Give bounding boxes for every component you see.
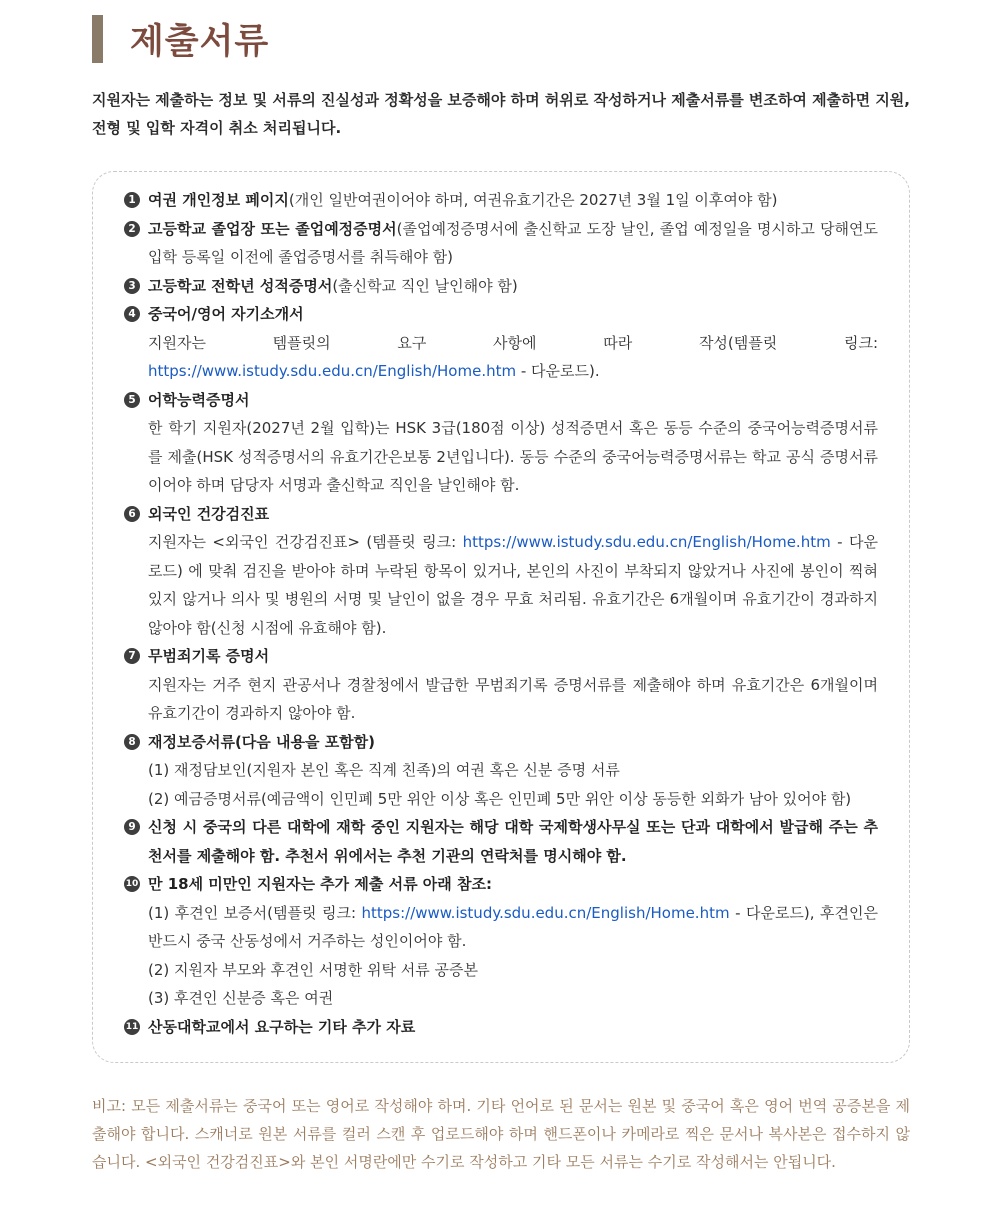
item-sub-2: (2) 지원자 부모와 후견인 서명한 위탁 서류 공증본 [148, 960, 478, 979]
item-heading: 고등학교 전학년 성적증명서 [148, 276, 333, 295]
item-heading: 산동대학교에서 요구하는 기타 추가 자료 [148, 1017, 416, 1036]
section-header [92, 15, 269, 63]
item-heading: 무범죄기록 증명서 [148, 647, 270, 665]
number-badge: 11 [124, 1019, 140, 1035]
item-body: 지원자는 <외국인 건강검진표> (템플릿 링크: https://www.istudy.sdu.edu.cn/English/Home.htm - 다운로드) 에 맞춰 검진을 받아야 하며 누락된 항목이 있거나, 본인의 사진이 부착되지 않았거나 사진에 봉인이 찍혀 있지 않거나 의사 및 병원의 서명 및 날인이 없을 경우 무효 처리됨. 유효기간은 6개월이며 유효기간이 경과하지 않아야 함(신청 시점에 유효해야 함). [148, 533, 878, 637]
number-badge: 2 [124, 221, 140, 237]
list-item [124, 300, 878, 386]
item-note: (졸업예정증명서에 출신학교 도장 날인, 졸업 예정일을 명시하고 당해연도 입학 등록일 이전에 졸업증명서를 취득해야 함) [148, 219, 879, 266]
number-badge: 3 [124, 278, 140, 294]
title-accent-bar [92, 15, 103, 63]
item-heading: 재정보증서류(다음 내용을 포함함) [148, 732, 376, 751]
number-badge: 10 [124, 876, 140, 892]
number-badge: 5 [124, 392, 140, 408]
item-heading: 신청 시 중국의 다른 대학에 재학 중인 지원자는 해당 대학 국제학생사무실 또는 단과 대학에서 발급해 주는 추천서를 제출해야 함. 추천서 위에서는 추천 기관의 연락처를 명시해야 함. [148, 818, 878, 865]
item-body: 지원자는 템플릿의 요구 사항에 따라 작성(템플릿 링크: https://www.istudy.sdu.edu.cn/English/Home.htm - 다운로드). [148, 333, 878, 380]
item-body: 지원자는 거주 현지 관공서나 경찰청에서 발급한 무범죄기록 증명서류를 제출해야 하며 유효기간은 6개월이며 유효기간이 경과하지 않아야 함. [148, 675, 878, 722]
item-body: 한 학기 지원자(2027년 2월 입학)는 HSK 3급(180점 이상) 성적증면서 혹은 동등 수준의 중국어능력증명서류를 제출(HSK 성적증명서의 유효기간은보통 2년입니다). 동등 수준의 중국어능력증명서류는 학교 공식 증명서류이어야 하며 담당자 서명과 출신학교 직인을 날인해야 함. [148, 419, 878, 494]
item-heading: 여권 개인정보 페이지 [148, 191, 289, 209]
template-link[interactable]: https://www.istudy.sdu.edu.cn/English/Home.htm [148, 362, 517, 380]
list-item [124, 642, 878, 728]
number-badge: 4 [124, 306, 140, 322]
documents-list [124, 186, 878, 1041]
number-badge: 6 [124, 506, 140, 522]
list-item [124, 272, 878, 301]
list-item [124, 813, 878, 870]
item-sub-3: (3) 후견인 신분증 혹은 여권 [148, 989, 334, 1007]
list-item [124, 386, 878, 500]
template-link[interactable]: https://www.istudy.sdu.edu.cn/English/Home.htm [462, 533, 831, 551]
page-title: 제출서류 [130, 22, 270, 62]
item-sub-1: (1) 재정담보인(지원자 본인 혹은 직계 친족)의 여권 혹은 신분 증명 서류 [148, 761, 620, 779]
template-link[interactable]: https://www.istudy.sdu.edu.cn/English/Home.htm [361, 903, 730, 922]
number-badge: 8 [124, 734, 140, 750]
item-heading: 어학능력증명서 [148, 390, 250, 409]
item-heading: 중국어/영어 자기소개서 [148, 305, 304, 323]
item-heading: 외국인 건강검진표 [148, 504, 270, 523]
list-item [124, 186, 878, 215]
item-sub-1: (1) 후견인 보증서(템플릿 링크: https://www.istudy.sdu.edu.cn/English/Home.htm - 다운로드), 후견인은 반드시 중국 산동성에서 거주하는 성인이어야 함. [148, 903, 878, 950]
list-item [124, 1013, 878, 1042]
intro-text: 지원자는 제출하는 정보 및 서류의 진실성과 정확성을 보증해야 하며 허위로 작성하거나 제출서류를 변조하여 제출하면 지원, 전형 및 입학 자격이 취소 처리됩니다. [92, 91, 910, 137]
number-badge: 7 [124, 648, 140, 664]
list-item [124, 870, 878, 1013]
footer-note: 비고: 모든 제출서류는 중국어 또는 영어로 작성해야 하며. 기타 언어로 된 문서는 원본 및 중국어 혹은 영어 번역 공증본을 제출해야 합니다. 스캐너로 원본 서류를 컬러 스캔 후 업로드해야 하며 핸드폰이나 카메라로 찍은 문서나 복사본은 접수하지 않습니다. <외국인 건강검진표>와 본인 서명란에만 수기로 작성하고 기타 모든 서류는 수기로 작성해서는 안됩니다. [92, 1097, 910, 1171]
item-sub-2: (2) 예금증명서류(예금액이 인민폐 5만 위안 이상 혹은 인민폐 5만 위안 이상 동등한 외화가 남아 있어야 함) [148, 789, 852, 808]
item-note: (출신학교 직인 날인해야 함) [332, 276, 518, 295]
number-badge: 9 [124, 819, 140, 835]
list-item [124, 500, 878, 643]
item-heading: 고등학교 졸업장 또는 졸업예정증명서 [148, 219, 397, 238]
number-badge: 1 [124, 192, 140, 208]
list-item [124, 728, 878, 814]
list-item [124, 215, 878, 272]
item-heading: 만 18세 미만인 지원자는 추가 제출 서류 아래 참조: [148, 875, 492, 893]
item-note: (개인 일반여권이어야 하며, 여권유효기간은 2027년 3월 1일 이후여야 함) [288, 191, 778, 209]
